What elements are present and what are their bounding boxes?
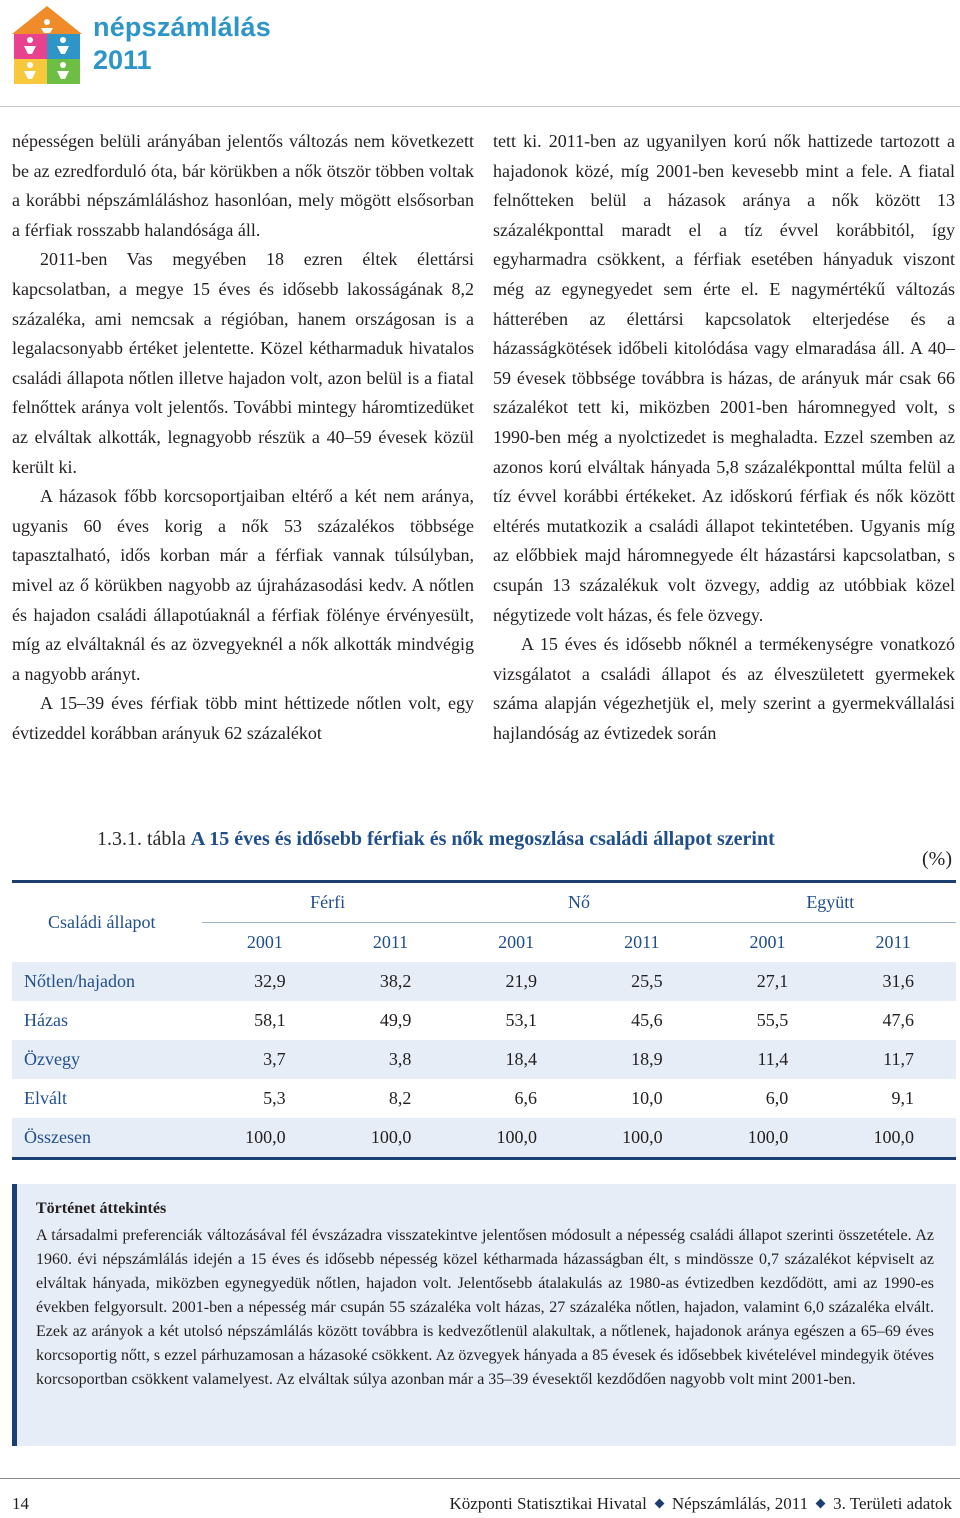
marital-status-table	[12, 880, 956, 1160]
table-cell: 100,0	[328, 1118, 454, 1159]
row-label: Összesen	[12, 1118, 202, 1159]
table-cell: 3,8	[388, 1049, 412, 1069]
group-header-female: Nő	[453, 882, 704, 923]
table-number: 1.3.1. tábla	[97, 828, 186, 850]
table-cell: 11,7	[883, 1049, 914, 1069]
table-cell: 55,5	[756, 1010, 789, 1030]
table-row-total	[12, 1118, 956, 1159]
left-column	[12, 127, 474, 748]
footer-series: Népszámlálás, 2011	[671, 1494, 809, 1513]
year-header: 2011	[875, 932, 911, 952]
year-header: 2001	[246, 932, 283, 952]
year-header: 2001	[749, 932, 786, 952]
table-cell: 100,0	[579, 1118, 705, 1159]
table-cell: 31,6	[882, 971, 914, 991]
right-column	[493, 127, 955, 748]
table-row	[12, 1040, 956, 1079]
table-cell: 11,4	[757, 1049, 789, 1069]
table-cell: 6,6	[514, 1088, 537, 1108]
table-cell: 27,1	[756, 971, 789, 991]
diamond-icon	[816, 1499, 826, 1509]
box-title: Történet áttekintés	[36, 1200, 167, 1217]
table-cell: 8,2	[388, 1088, 412, 1108]
paragraph: 2011-ben Vas megyében 18 ezren éltek élettársi kapcsolatban, a megye 15 éves és idősebb lakosságának 8,2 százaléka, ami nemcsak a régióban, hanem országosan is a legalacsonyabb értéket jelentette. Közel kétharmaduk hivatalos családi állapota nőtlen illetve hajadon volt, azon belül is a fiatal felnőttek aránya volt jelentős. További mintegy háromtizedüket az elváltak alkották, legnagyobb részük a 40–59 évesek közül került ki.	[12, 249, 474, 477]
table-row	[12, 1001, 956, 1040]
footer-divider	[0, 1478, 960, 1479]
group-header-total: Együtt	[705, 882, 956, 923]
table-cell: 100,0	[202, 1118, 328, 1159]
table-cell: 47,6	[882, 1010, 914, 1030]
table-cell: 53,1	[505, 1010, 537, 1030]
footer-credits	[449, 1494, 952, 1514]
table-caption	[97, 828, 775, 851]
row-label: Házas	[24, 1010, 68, 1030]
brand-title: népszámlálás	[93, 12, 271, 42]
year-header: 2011	[624, 932, 660, 952]
row-header: Családi állapot	[12, 882, 202, 963]
table-row	[12, 1079, 956, 1118]
footer-volume: 3. Területi adatok	[833, 1494, 952, 1513]
box-accent-bar	[12, 1184, 17, 1446]
table-unit: (%)	[922, 848, 952, 870]
table-cell: 10,0	[631, 1088, 663, 1108]
table-cell: 58,1	[254, 1010, 286, 1030]
table-cell: 100,0	[705, 1118, 831, 1159]
year-header: 2001	[498, 932, 535, 952]
table-cell: 38,2	[379, 971, 412, 991]
row-label: Nőtlen/hajadon	[24, 971, 135, 991]
diamond-icon	[654, 1499, 664, 1509]
paragraph: A házasok főbb korcsoportjaiban eltérő a két nem aránya, ugyanis 60 éves korig a nők 53 százalékos többsége tapasztalható, idős korban már a férfiak vannak túlsúlyban, mivel az ő körükben nagyobb az újraházasodási kedv. A nőtlen és hajadon családi állapotúaknál a férfiak fölénye érvényesült, míg az elváltaknál és az özvegyeknél a nők alkották mindvégig a nagyobb arányt.	[12, 486, 474, 684]
row-label: Özvegy	[24, 1049, 80, 1069]
box-text: A társadalmi preferenciák változásával fél évszázadra visszatekintve jelentősen módosult a népesség családi állapot szerinti összetétele. Az 1960. évi népszámlálás idején a 15 éves és idősebb népesség közel kétharmada házasságban élt, s mindössze 0,7 százalékot képviselt az elváltak hányada, miközben egynegyedük nőtlen, hajadon volt. Jelentősebb átalakulás az 1980-as évtizedben kezdődött, ami az 1990-es években felgyorsult. 2001-ben a népesség már csupán 55 százaléka volt házas, 27 százaléka nőtlen, hajadon, valamint 6,0 százaléka elvált. Ezek az arányok a két utolsó népszámlálás között továbbra is kedvezőtlenül alakultak, a nőtlenek, hajadonok aránya egészen a 65–69 éves korcsoportig nőtt, s ezzel párhuzamosan a házasoké csökkent. Az özvegyek hányada a 85 évesek és idősebbek kivételével mindegyik ötéves korcsoportban csökkent valamelyest. Az elváltak súlya azonban már a 35–39 évesektől kezdődően nagyobb volt mint 2001-ben.	[36, 1227, 934, 1388]
table-cell: 3,7	[263, 1049, 286, 1069]
page-number: 14	[12, 1494, 29, 1513]
paragraph: A 15 éves és idősebb nőknél a termékenységre vonatkozó vizsgálatot a családi állapot és az élveszületett gyermekek száma alapján végezhetjük el, mely szerint a gyermekvállalási hajlandóság az évtizedek során	[493, 634, 955, 743]
group-header-male: Férfi	[202, 882, 453, 923]
brand-wordmark	[93, 14, 271, 74]
paragraph: népességen belüli arányában jelentős változás nem következett be az ezredforduló óta, bár körükben a nők ötször többen voltak a korábbi népszámláláshoz hasonlóan, mely mögött elsősorban a férfiak rosszabb halandósága áll.	[12, 131, 474, 240]
table-cell: 25,5	[631, 971, 663, 991]
table-cell: 9,1	[891, 1088, 914, 1108]
history-overview-box	[12, 1184, 956, 1446]
table-cell: 21,9	[505, 971, 537, 991]
year-header: 2011	[372, 932, 409, 952]
table-cell: 18,9	[631, 1049, 663, 1069]
paragraph: tett ki. 2011-ben az ugyanilyen korú nők hattizede tartozott a hajadonok közé, míg 2001-ben kevesebb mint a fele. A fiatal felnőtteken belül a házasok aránya a nők között 13 százalékponttal maradt el a tíz évvel korábbitól, így egyharmadra csökkent, a férfiak esetében hányaduk viszont még az egynegyedet sem érte el. E nagymértékű változás hátterében az élettársi kapcsolatok elterjedése és a házasságkötések időbeli kitolódása vagy elmaradása áll. A 40–59 évesek többsége továbbra is házas, de arányuk már csak 66 százalékot tett ki, miközben 2001-ben háromnegyed volt, s 1990-ben még a nyolctizedet is meghaladta. Ezzel szemben az azonos korú elváltak hányada 5,8 százalékponttal múlta felül a tíz évvel korábbi értékeket. Az időskorú férfiak és nők között eltérés mutatkozik a családi állapot tekintetében. Ugyanis míg az előbbiek majd háromnegyede élt házastársi kapcsolatban, s csupán 13 százalékuk volt özvegy, addig az utóbbiak közel négytizede volt házas, és fele özvegy.	[493, 131, 955, 625]
table-cell: 100,0	[830, 1118, 956, 1159]
paragraph: A 15–39 éves férfiak több mint héttizede nőtlen volt, egy évtizeddel korábban arányuk 62 százalékot	[12, 693, 474, 743]
table-cell: 100,0	[453, 1118, 579, 1159]
footer-publisher: Központi Statisztikai Hivatal	[449, 1494, 647, 1513]
table-cell: 5,3	[263, 1088, 286, 1108]
table-title: A 15 éves és idősebb férfiak és nők megoszlása családi állapot szerint	[190, 828, 775, 850]
table-cell: 45,6	[631, 1010, 663, 1030]
header-divider	[0, 106, 960, 107]
table-row	[12, 962, 956, 1001]
census-logo-people-icon	[10, 4, 84, 86]
table-cell: 32,9	[254, 971, 286, 991]
table-cell: 49,9	[379, 1010, 412, 1030]
table-cell: 6,0	[765, 1088, 789, 1108]
table-cell: 18,4	[505, 1049, 537, 1069]
brand-year: 2011	[93, 45, 152, 75]
row-label: Elvált	[24, 1088, 67, 1108]
